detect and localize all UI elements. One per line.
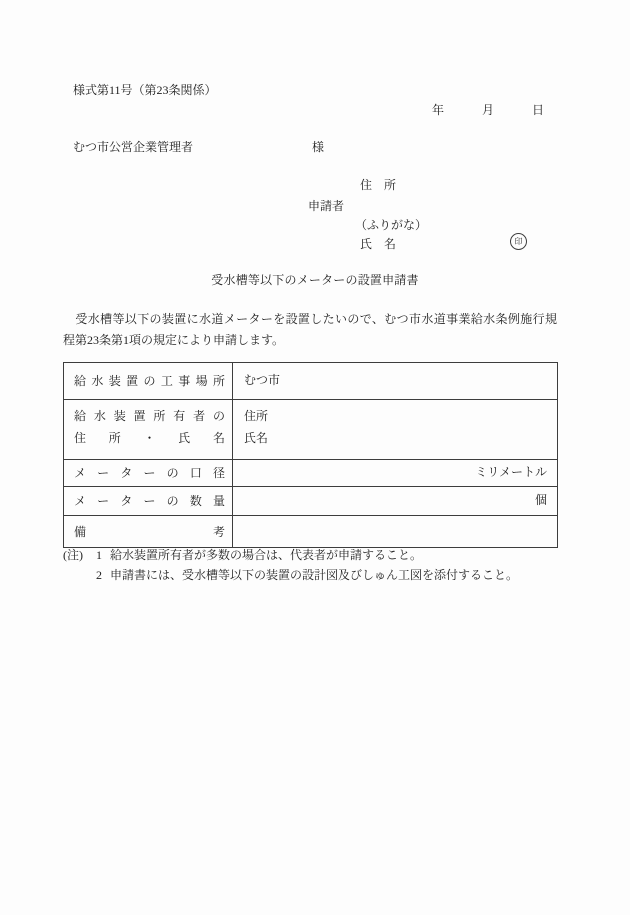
body-line: 程第23条第1項の規定により申請します。 bbox=[63, 333, 285, 347]
table-row-remarks bbox=[64, 516, 558, 548]
note-text: 申請書には、受水槽等以下の装置の設計図及びしゅん工図を添付すること。 bbox=[110, 568, 519, 582]
note-label: (注) bbox=[63, 548, 83, 562]
body-line: 受水槽等以下の装置に水道メーターを設置したいので、むつ市水道事業給水条例施行規 bbox=[63, 312, 557, 326]
value-cell bbox=[233, 460, 558, 487]
note-number: 1 bbox=[96, 548, 102, 562]
header-label: メ ー タ ー の 口 径 bbox=[74, 466, 225, 480]
form-number: 様式第11号（第23条関係） bbox=[73, 83, 217, 97]
document-title: 受水槽等以下のメーターの設置申請書 bbox=[211, 273, 419, 287]
value-cell bbox=[233, 487, 558, 516]
notes-section bbox=[63, 545, 583, 585]
header-cell bbox=[64, 400, 233, 460]
body-paragraph bbox=[63, 309, 557, 351]
note-text: 給水装置所有者が多数の場合は、代表者が申請すること。 bbox=[110, 548, 423, 562]
table-row-work-location bbox=[64, 363, 558, 400]
header-label: 給 水 装 置 の 工 事 場 所 bbox=[74, 374, 225, 388]
header-label: メ ー タ ー の 数 量 bbox=[74, 494, 225, 508]
header-cell bbox=[64, 487, 233, 516]
unit-label: ミリメートル bbox=[475, 465, 547, 480]
furigana-label: （ふりがな） bbox=[355, 218, 428, 232]
value-text: 氏名 bbox=[244, 431, 269, 445]
value-text: むつ市 bbox=[244, 373, 281, 388]
year-label: 年 bbox=[432, 103, 445, 117]
header-label: 備 考 bbox=[74, 524, 225, 539]
header-label: 給 水 装 置 所 有 者 の bbox=[74, 409, 225, 423]
note-prefix bbox=[63, 545, 110, 565]
unit-label: 個 bbox=[534, 493, 547, 508]
table-row-meter-diameter bbox=[64, 460, 558, 487]
month-label: 月 bbox=[481, 103, 494, 117]
header-cell bbox=[64, 516, 233, 548]
value-cell bbox=[233, 363, 558, 400]
recipient-name: むつ市公営企業管理者 bbox=[73, 140, 194, 154]
applicant-address-label: 住 所 bbox=[360, 178, 397, 192]
table-row-owner bbox=[64, 400, 558, 460]
value-cell bbox=[233, 516, 558, 548]
value-cell bbox=[233, 400, 558, 460]
applicant-label: 申請者 bbox=[308, 199, 345, 213]
header-cell bbox=[64, 363, 233, 400]
header-label: 住 所 ・ 氏 名 bbox=[74, 431, 225, 445]
note-line bbox=[63, 565, 583, 585]
day-label: 日 bbox=[531, 103, 544, 117]
value-text: 住所 bbox=[244, 409, 269, 423]
applicant-name-label: 氏 名 bbox=[360, 237, 397, 251]
header-cell bbox=[64, 460, 233, 487]
date-line bbox=[432, 103, 544, 119]
table-row-meter-quantity bbox=[64, 487, 558, 516]
recipient-honorific: 様 bbox=[312, 140, 325, 154]
note-prefix bbox=[63, 565, 110, 585]
application-table bbox=[63, 362, 558, 548]
note-line bbox=[63, 545, 583, 565]
note-number: 2 bbox=[96, 568, 102, 582]
seal-stamp-icon: 印 bbox=[510, 233, 527, 250]
